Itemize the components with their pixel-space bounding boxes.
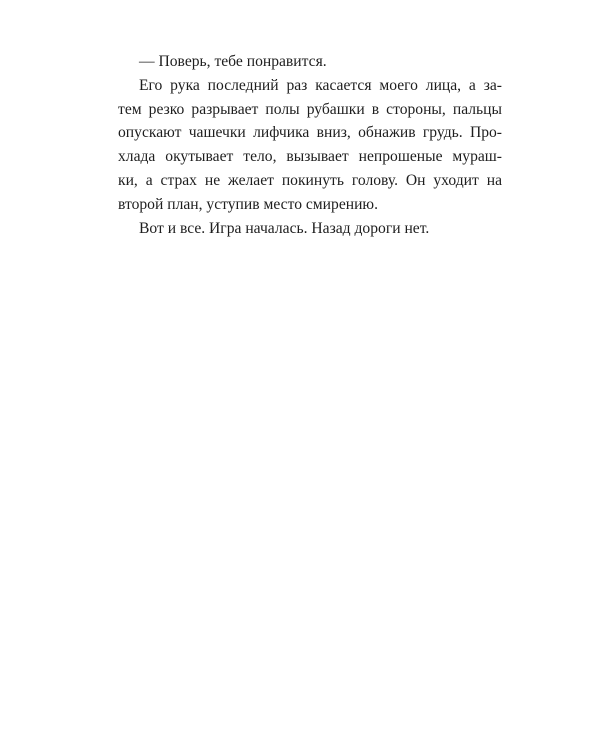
text-line: ки, а страх не желает покинуть голову. Он уходит на xyxy=(118,171,502,189)
page-text xyxy=(118,50,502,240)
text-line: — Поверь, тебе понравится. xyxy=(139,53,327,70)
text-line: тем резко разрывает полы рубашки в стороны, пальцы xyxy=(118,100,502,118)
text-line: опускают чашечки лифчика вниз, обнажив грудь. Про- xyxy=(118,124,502,142)
paragraph-dialogue xyxy=(118,50,502,74)
paragraph-narration xyxy=(118,74,502,217)
text-line: хлада окутывает тело, вызывает непрошеные мураш- xyxy=(118,148,502,166)
text-line: Его рука последний раз касается моего лица, а за- xyxy=(139,76,502,94)
text-line: второй план, уступив место смирению. xyxy=(118,195,378,213)
text-line: Вот и все. Игра началась. Назад дороги нет. xyxy=(139,219,430,237)
paragraph-ending xyxy=(118,217,502,241)
